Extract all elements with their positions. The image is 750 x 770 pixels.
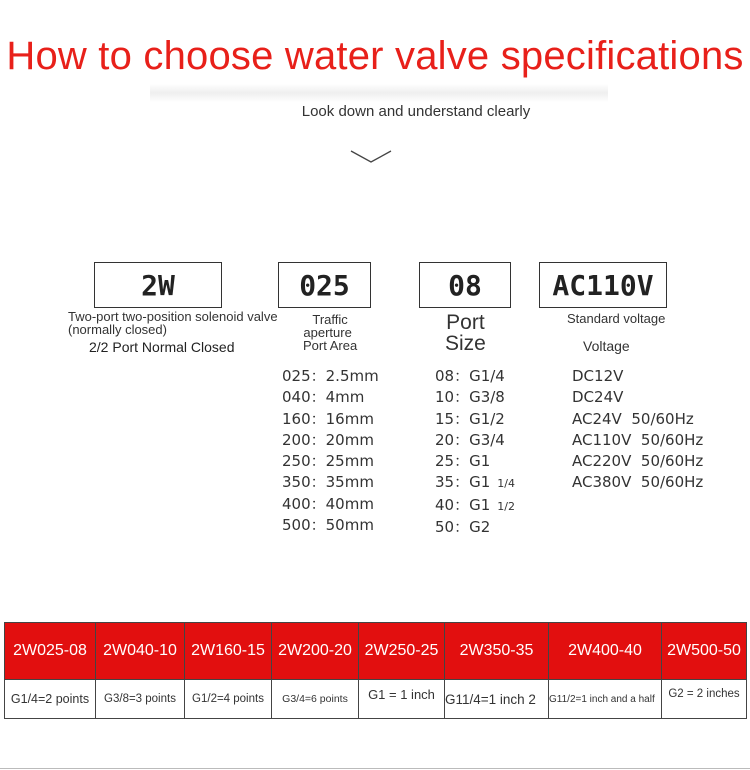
model-cell: 2W200-20 bbox=[272, 623, 359, 680]
port-area-label-line: Port Area bbox=[303, 338, 358, 353]
list-item bbox=[435, 472, 515, 494]
title-shadow bbox=[150, 84, 608, 102]
port-size-text: 10：G3/8 bbox=[435, 388, 505, 407]
list-item bbox=[435, 495, 515, 517]
list-item bbox=[435, 409, 515, 430]
list-item: 500：50mm bbox=[282, 516, 374, 535]
model-cell: 2W040-10 bbox=[96, 623, 185, 680]
port-size-text: 35：G1 bbox=[435, 473, 491, 492]
list-item bbox=[435, 387, 515, 408]
port-size-text: 15：G1/2 bbox=[435, 409, 505, 428]
chevron-down-icon bbox=[350, 148, 392, 164]
list-item: AC220V 50/60Hz bbox=[572, 452, 704, 471]
page-title: How to choose water valve specifications bbox=[6, 34, 744, 78]
list-item bbox=[435, 430, 515, 451]
list-item: 400：40mm bbox=[282, 494, 374, 513]
thread-cell: G3/4=6 points bbox=[272, 680, 359, 719]
port-size-text: 25：G1 bbox=[435, 452, 491, 471]
list-item: 160：16mm bbox=[282, 409, 374, 428]
port-area-label-line: Traffic bbox=[312, 312, 348, 327]
code-box-port-size: 08 bbox=[419, 262, 511, 308]
thread-cell: G2 = 2 inches bbox=[662, 680, 747, 719]
port-size-list bbox=[435, 366, 515, 538]
list-item bbox=[435, 451, 515, 472]
port-size-label bbox=[445, 312, 486, 354]
port-size-text: 08：G1/4 bbox=[435, 367, 505, 385]
model-cell: 2W250-25 bbox=[359, 623, 445, 680]
code-box-port-area: 025 bbox=[278, 262, 371, 308]
thread-cell: G1/4=2 points bbox=[5, 680, 96, 719]
thread-cell: G1 = 1 inch bbox=[359, 680, 445, 719]
thread-cell: G11/2=1 inch and a half bbox=[549, 680, 662, 719]
subtitle: Look down and understand clearly bbox=[301, 103, 531, 120]
port-size-text: 20：G3/4 bbox=[435, 430, 505, 449]
list-item: 040：4mm bbox=[282, 388, 365, 407]
voltage-label: Standard voltage bbox=[567, 311, 666, 326]
list-item: 350：35mm bbox=[282, 473, 374, 492]
port-size-label-line: Port bbox=[446, 311, 485, 334]
list-item: DC24V bbox=[572, 388, 624, 407]
thread-cell: G11/4=1 inch 2 bbox=[445, 680, 549, 719]
voltage-label-en: Voltage bbox=[583, 338, 630, 354]
valve-type-label-line: (normally closed) bbox=[68, 322, 167, 337]
port-area-label-line: aperture bbox=[303, 325, 352, 340]
list-item bbox=[435, 366, 515, 387]
valve-type-label bbox=[68, 310, 278, 336]
table-row bbox=[5, 680, 747, 719]
voltage-list bbox=[572, 366, 703, 494]
port-size-fraction: 1/2 bbox=[497, 499, 515, 513]
model-cell: 2W160-15 bbox=[185, 623, 272, 680]
port-size-fraction: 1/4 bbox=[497, 477, 515, 491]
model-cell: 2W400-40 bbox=[549, 623, 662, 680]
list-item: AC380V 50/60Hz bbox=[572, 473, 704, 492]
divider bbox=[0, 768, 750, 769]
thread-cell: G3/8=3 points bbox=[96, 680, 185, 719]
model-cell: 2W350-35 bbox=[445, 623, 549, 680]
code-box-voltage: AC110V bbox=[539, 262, 667, 308]
list-item: 200：20mm bbox=[282, 430, 374, 449]
list-item: 025：2.5mm bbox=[282, 367, 379, 385]
port-size-text: 40：G1 bbox=[435, 495, 491, 514]
list-item: 250：25mm bbox=[282, 452, 374, 471]
port-size-text: 50：G2 bbox=[435, 518, 491, 537]
models-table bbox=[4, 622, 747, 719]
model-cell: 2W025-08 bbox=[5, 623, 96, 680]
thread-cell: G1/2=4 points bbox=[185, 680, 272, 719]
valve-type-label-en: 2/2 Port Normal Closed bbox=[89, 339, 235, 355]
port-area-list bbox=[282, 366, 379, 536]
model-cell: 2W500-50 bbox=[662, 623, 747, 680]
list-item: DC12V bbox=[572, 367, 624, 385]
code-box-type: 2W bbox=[94, 262, 222, 308]
list-item: AC24V 50/60Hz bbox=[572, 409, 694, 428]
port-area-label bbox=[303, 313, 357, 352]
table-header-row bbox=[5, 623, 747, 680]
valve-type-label-line: Two-port two-position solenoid valve bbox=[68, 309, 278, 324]
list-item: AC110V 50/60Hz bbox=[572, 430, 704, 449]
list-item bbox=[435, 517, 515, 538]
port-size-label-line: Size bbox=[445, 332, 486, 355]
